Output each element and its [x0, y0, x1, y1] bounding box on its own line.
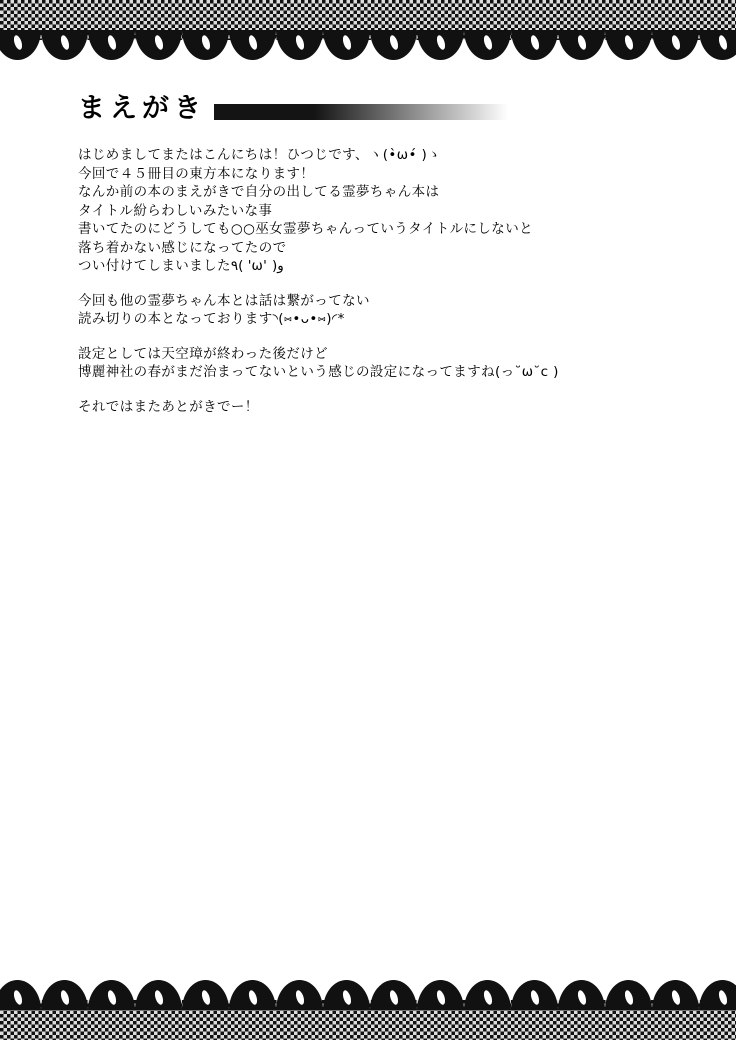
text-line: 書いてたのにどうしても○○巫女霊夢ちゃんっていうタイトルにしないと [78, 221, 533, 237]
section-title [78, 92, 508, 126]
lace-scallop [511, 30, 558, 60]
lace-scallop [652, 30, 699, 60]
lace-scallop [135, 980, 182, 1010]
paragraph [78, 345, 678, 382]
lace-scallop [0, 30, 41, 60]
lace-scallop [511, 980, 558, 1010]
lace-scallop [605, 980, 652, 1010]
lace-scallop [605, 30, 652, 60]
lace-scallop [182, 30, 229, 60]
lace-scallop [323, 980, 370, 1010]
lace-scallop [135, 30, 182, 60]
paragraph [78, 146, 678, 276]
text-line: 今回で４５冊目の東方本になります！ [78, 165, 315, 182]
lace-scallop [370, 980, 417, 1010]
top-lace-border [0, 0, 736, 62]
lace-scallop [229, 980, 276, 1010]
lace-scallop [652, 980, 699, 1010]
lace-scallop [699, 30, 736, 60]
lace-scallop [41, 980, 88, 1010]
lace-scallop [88, 980, 135, 1010]
lace-scallops-top [0, 30, 736, 60]
text-line: なんか前の本のまえがきで自分の出してる霊夢ちゃん本は [78, 184, 440, 200]
text-line: つい付けてしまいました٩( 'ω' )و [78, 258, 284, 274]
lace-scallop [370, 30, 417, 60]
paragraph [78, 292, 678, 329]
lace-scallop [417, 980, 464, 1010]
bottom-lace-border [0, 978, 736, 1040]
text-line: 博麗神社の春がまだ治まってないという感じの設定になってますね(っ˘ω˘c ) [78, 364, 559, 380]
text-line: 今回も他の霊夢ちゃん本とは話は繋がってない [78, 292, 370, 309]
text-line: 落ち着かない感じになってたので [78, 239, 287, 256]
paragraph [78, 398, 678, 417]
lace-scallops-bottom [0, 980, 736, 1010]
lace-scallop [41, 30, 88, 60]
afterword-body [78, 146, 678, 416]
text-line: はじめましてまたはこんにちは！ひつじです、ヽ(•̀ω•́ )ゝ [78, 147, 442, 163]
text-line: 設定としては天空璋が終わった後だけど [78, 345, 329, 362]
text-line: 読み切りの本となっております◝(⑅•ᴗ•⑅)◜* [78, 311, 345, 327]
lace-scallop [276, 30, 323, 60]
lace-scallop [464, 980, 511, 1010]
text-line: タイトル紛らわしいみたいな事 [78, 202, 273, 219]
lace-scallop [558, 980, 605, 1010]
text-line: それではまたあとがきでー！ [78, 398, 259, 415]
lace-scallop [417, 30, 464, 60]
lace-scallop [0, 980, 41, 1010]
lace-scallop [229, 30, 276, 60]
lace-scallop [558, 30, 605, 60]
lace-scallop [464, 30, 511, 60]
lace-scallop [699, 980, 736, 1010]
page-title: まえがき [78, 92, 214, 126]
lace-scallop [276, 980, 323, 1010]
lace-scallop [182, 980, 229, 1010]
lace-scallop [88, 30, 135, 60]
lace-scallop [323, 30, 370, 60]
